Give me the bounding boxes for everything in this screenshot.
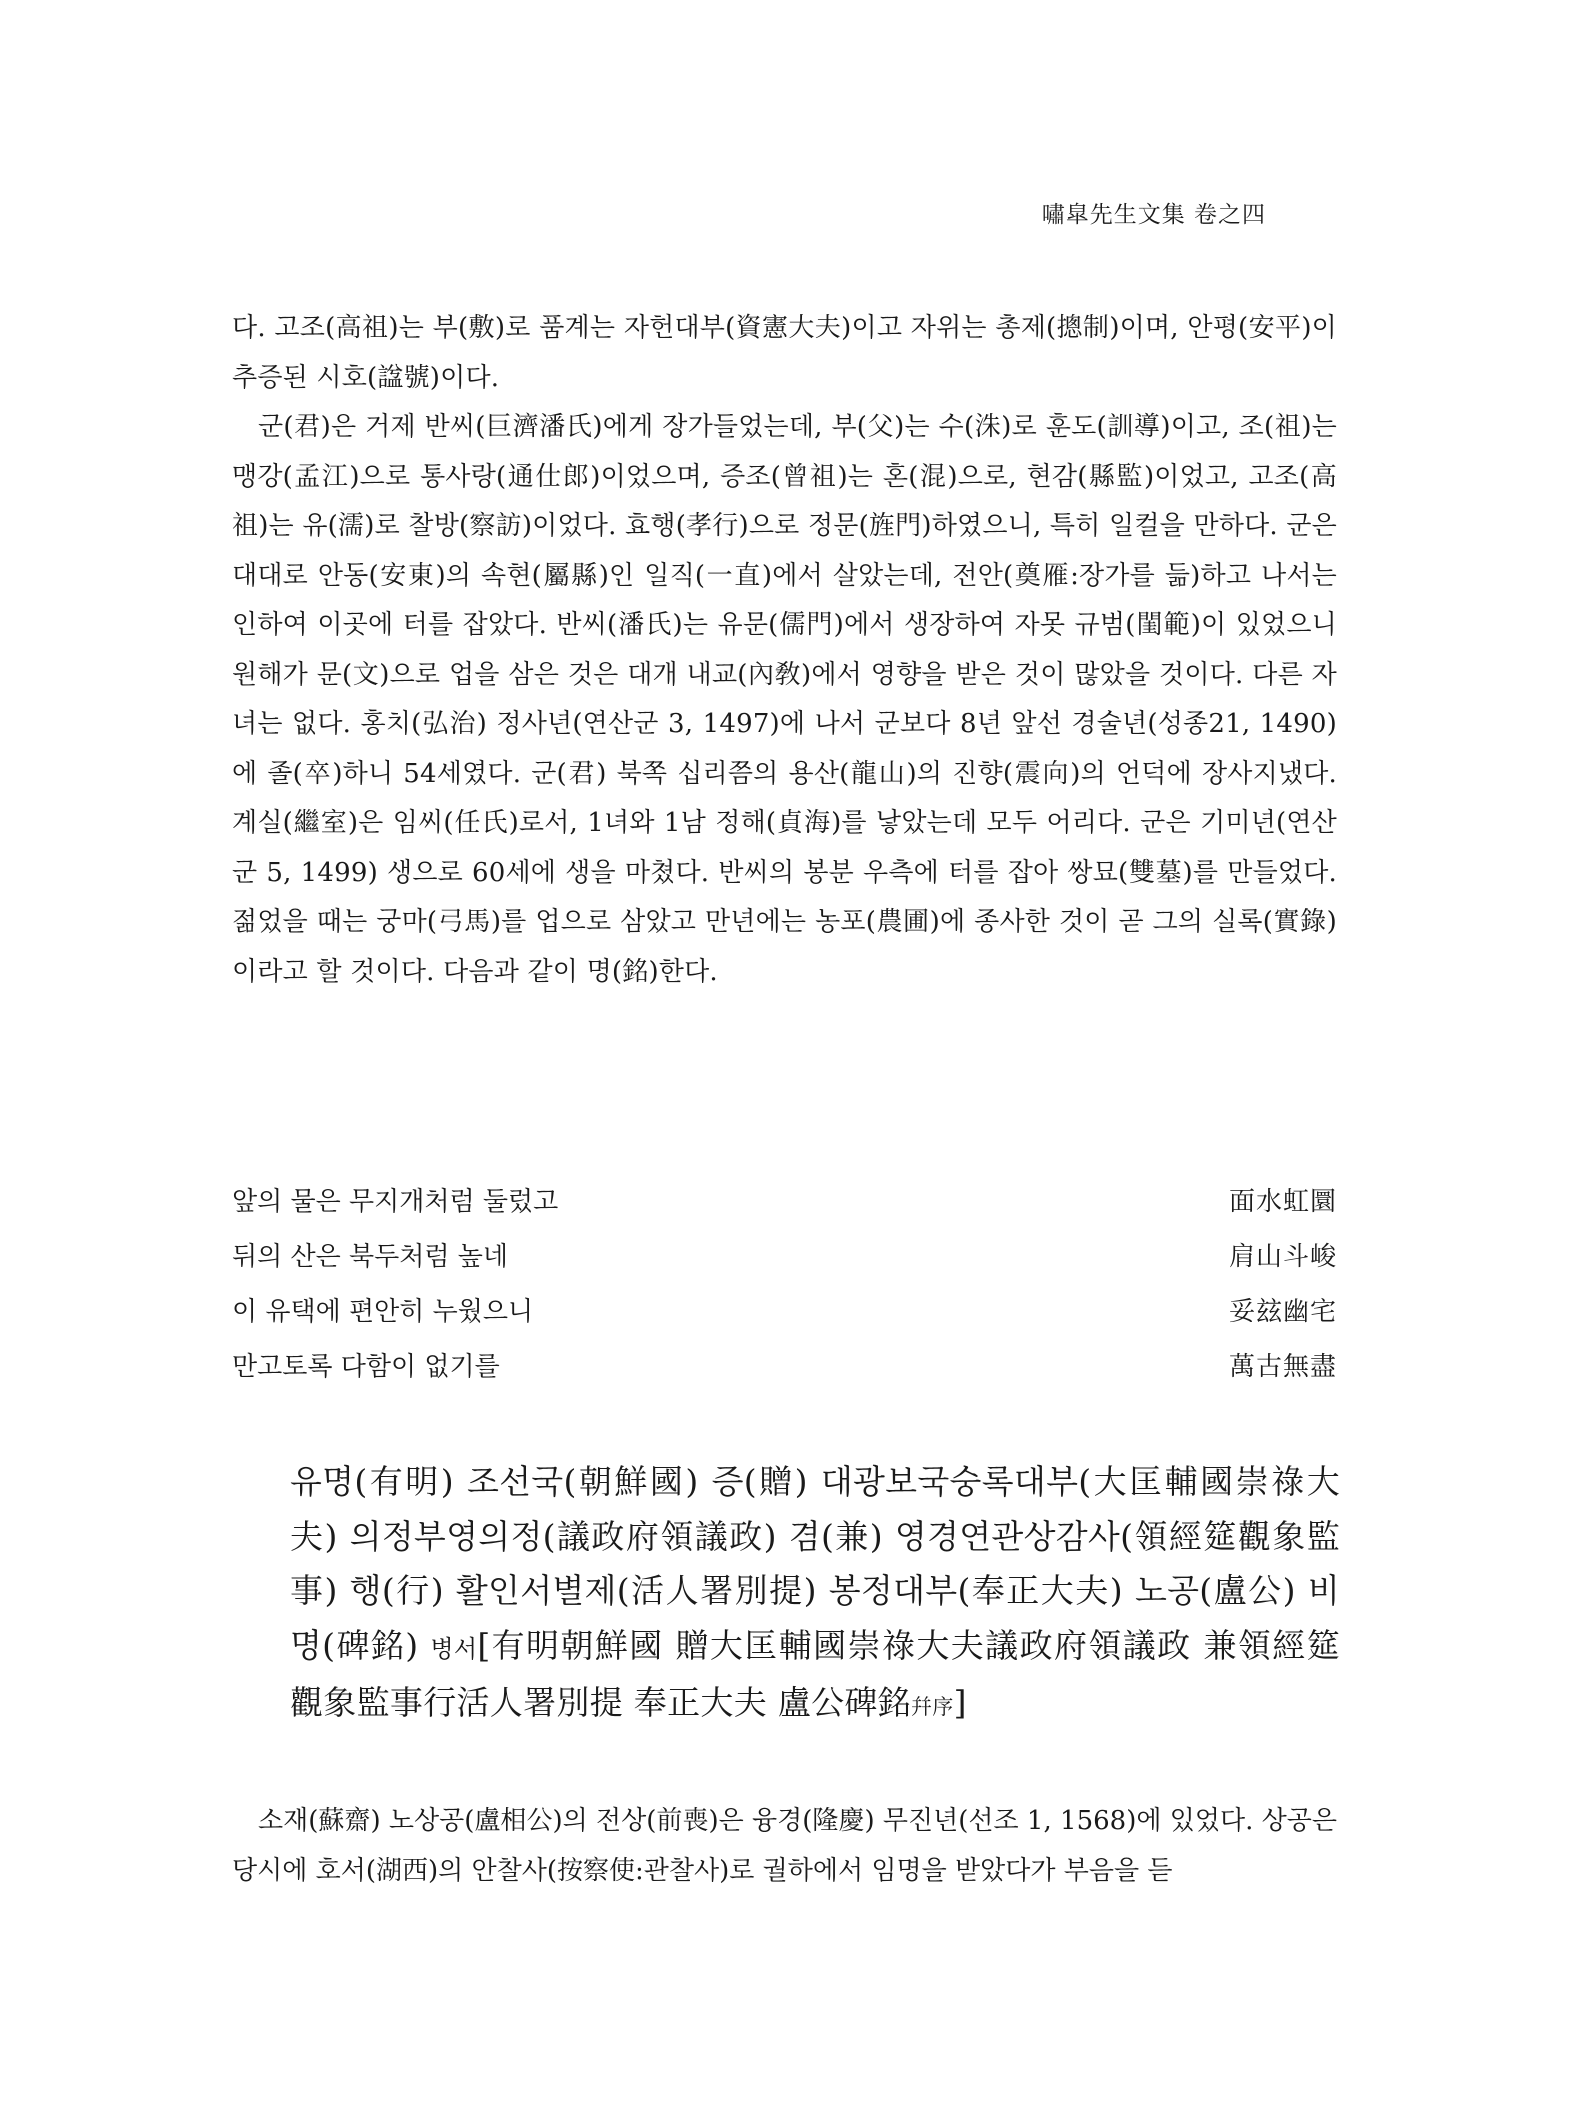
section-title: [290, 1455, 1340, 1735]
verse-korean: 뒤의 산은 북두처럼 높네: [232, 1242, 508, 1272]
verse-korean: 이 유택에 편안히 누웠으니: [232, 1297, 534, 1327]
verse-hanja: 面水虹圜: [1228, 1187, 1337, 1217]
verse-line-2: [232, 1230, 1337, 1285]
paragraph-2: 군(君)은 거제 반씨(巨濟潘氏)에게 장가들었는데, 부(父)는 수(洙)로 훈도(訓導)이고, 조(祖)는 맹강(孟江)으로 통사랑(通仕郎)이었으며, 증조(曾祖)는 혼(混)으로, 현감(縣監)이었고, 고조(高祖)는 유(濡)로 찰방(察訪)이었다. 효행(孝行)으로 정문(旌門)하였으니, 특히 일컬을 만하다. 군은 대대로 안동(安東)의 속현(屬縣)인 일직(一直)에서 살았는데, 전안(奠雁:장가를 듦)하고 나서는 인하여 이곳에 터를 잡았다. 반씨(潘氏)는 유문(儒門)에서 생장하여 자못 규범(閨範)이 있었으니 원해가 문(文)으로 업을 삼은 것은 대개 내교(內敎)에서 영향을 받은 것이 많았을 것이다. 다른 자녀는 없다. 홍치(弘治) 정사년(연산군 3, 1497)에 나서 군보다 8년 앞선 경술년(성종21, 1490)에 졸(卒)하니 54세였다. 군(君) 북쪽 십리쯤의 용산(龍山)의 진향(震向)의 언덕에 장사지냈다. 계실(繼室)은 임씨(任氏)로서, 1녀와 1남 정해(貞海)를 낳았는데 모두 어리다. 군은 기미년(연산군 5, 1499) 생으로 60세에 생을 마쳤다. 반씨의 봉분 우측에 터를 잡아 쌍묘(雙墓)를 만들었다. 젊었을 때는 궁마(弓馬)를 업으로 삼았고 만년에는 농포(農圃)에 종사한 것이 곧 그의 실록(實錄)이라고 할 것이다. 다음과 같이 명(銘)한다.: [232, 412, 1337, 987]
closing-text: [232, 1796, 1337, 1896]
title-close-bracket: ]: [953, 1683, 967, 1722]
verse-line-1: [232, 1175, 1337, 1230]
verse-korean: 앞의 물은 무지개처럼 둘렀고: [232, 1187, 559, 1217]
verse-korean: 만고토록 다함이 없기를: [232, 1352, 500, 1382]
verse-line-3: [232, 1285, 1337, 1340]
verse-hanja: 妥玆幽宅: [1228, 1297, 1337, 1327]
running-header: 嘯皐先生文集 卷之四: [1041, 202, 1266, 228]
verse-hanja: 肩山斗峻: [1228, 1242, 1337, 1272]
paragraph-1: 다. 고조(高祖)는 부(敷)로 품계는 자헌대부(資憲大夫)이고 자위는 총제(摠制)이며, 안평(安平)이 추증된 시호(諡號)이다.: [232, 313, 1337, 393]
paragraph-3: 소재(蘇齋) 노상공(盧相公)의 전상(前喪)은 융경(隆慶) 무진년(선조 1, 1568)에 있었다. 상공은 당시에 호서(湖西)의 안찰사(按察使:관찰사)로 궐하에서 임명을 받았다가 부음을 듣: [232, 1806, 1337, 1886]
body-text: [232, 304, 1337, 997]
inscription-verse: [232, 1175, 1337, 1395]
title-note: 병서: [430, 1634, 478, 1663]
verse-line-4: [232, 1340, 1337, 1395]
title-hanja: [有明朝鮮國 贈大匡輔國崇祿大夫議政府領議政 兼領經筵觀象監事行活人署別提 奉正大夫 盧公碑銘: [290, 1625, 1340, 1722]
title-main: 유명(有明) 조선국(朝鮮國) 증(贈) 대광보국숭록대부(大匡輔國崇祿大夫) 의정부영의정(議政府領議政) 겸(兼) 영경연관상감사(領經筵觀象監事) 행(行) 활인서별제(活人署別提) 봉정대부(奉正大夫) 노공(盧公) 비명(碑銘): [290, 1462, 1340, 1665]
title-hanja-note: 幷序: [910, 1695, 954, 1719]
verse-hanja: 萬古無盡: [1228, 1352, 1337, 1382]
